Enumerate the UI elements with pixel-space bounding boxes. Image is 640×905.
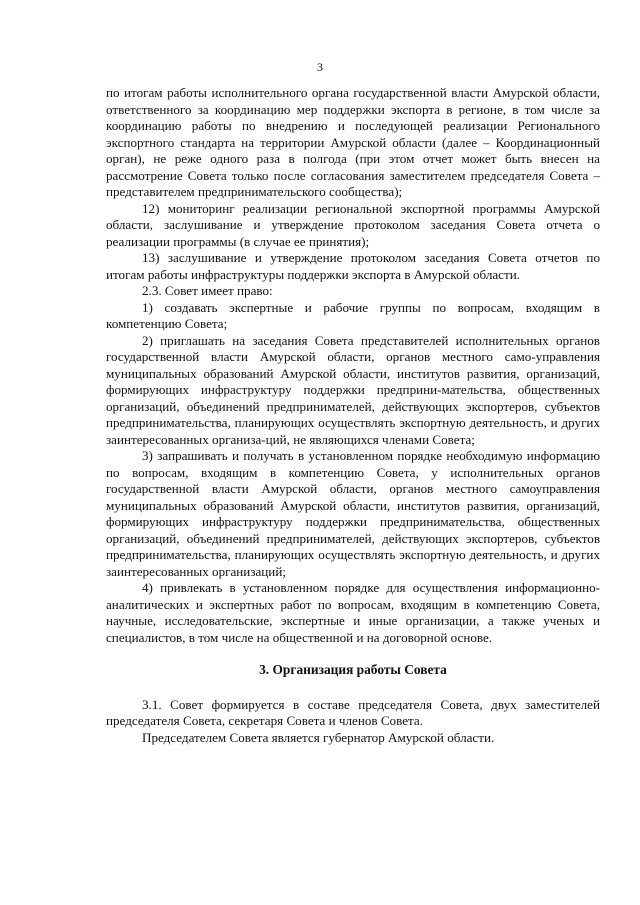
paragraph-right-2: 2) приглашать на заседания Совета представителей исполнительных органов государственной власти Амурской области, органов местного само-управления муниципальных образований Амурской области, институтов развития, организаций, формирующих инфраструктуру поддержки предприни-мательства, общественных организаций, объединений предпринимателей, действующих экспортеров, субъектов предпринимательства, планирующих осуществлять экспортную деятельность, и других заинтересованных организа-ций, не являющихся членами Совета; (106, 332, 600, 447)
paragraph-2-3-heading: 2.3. Совет имеет право: (142, 283, 273, 298)
paragraph-item-13: 13) заслушивание и утверждение протоколом заседания Совета отчетов по итогам работы инфраструктуры поддержки экспорта в Амурской области. (106, 250, 600, 282)
paragraph-3-1: 3.1. Совет формируется в составе председателя Совета, двух заместителей председателя Совета, секретаря Совета и членов Совета. (106, 696, 600, 728)
paragraph-right-4: 4) привлекать в установленном порядке для осуществления информационно-аналитических и экспертных работ по вопросам, входящим в компетенцию Совета, научные, исследовательские, экспертные и иные организации, а также ученых и специалистов, в том числе на общественной и на договорной основе. (106, 580, 600, 645)
paragraph-item-12: 12) мониторинг реализации региональной экспортной программы Амурской области, заслушивание и утверждение протоколом заседания Совета отчета о реализации программы (в случае ее принятия); (106, 200, 600, 249)
page-number: 3 (317, 60, 323, 74)
document-body (106, 85, 600, 746)
paragraph-chairman: Председателем Совета является губернатор Амурской области. (142, 729, 495, 745)
paragraph-right-3: 3) запрашивать и получать в установленном порядке необходимую информацию по вопросам, входящим в компетенцию Совета, у исполнительных органов государственной власти Амурской области, органов местного самоуправления муниципальных образований Амурской области, институтов развития, организаций, формирующих инфраструктуру поддержки предпринимательства, общественных организаций, объединений предпринимателей, действующих экспортеров, субъектов предпринимательства, планирующих осуществлять экспортную деятельность, и других заинтересованных организаций; (106, 448, 600, 579)
section-title: 3. Организация работы Совета (259, 662, 447, 677)
paragraph-right-1: 1) создавать экспертные и рабочие группы по вопросам, входящим в компетенцию Совета; (106, 299, 600, 331)
paragraph-continuation: по итогам работы исполнительного органа государственной власти Амурской области, ответственного за координацию мер поддержки экспорта в регионе, в том числе за координацию работы по внедрению и последующей реализации Регионального экспортного стандарта на территории Амурской области (далее – Координационный орган), не реже одного раза в полгода (при этом отчет может быть внесен на рассмотрение Совета только после согласования заместителем председателя Совета – представителем предпринимательского сообщества); (106, 85, 600, 199)
